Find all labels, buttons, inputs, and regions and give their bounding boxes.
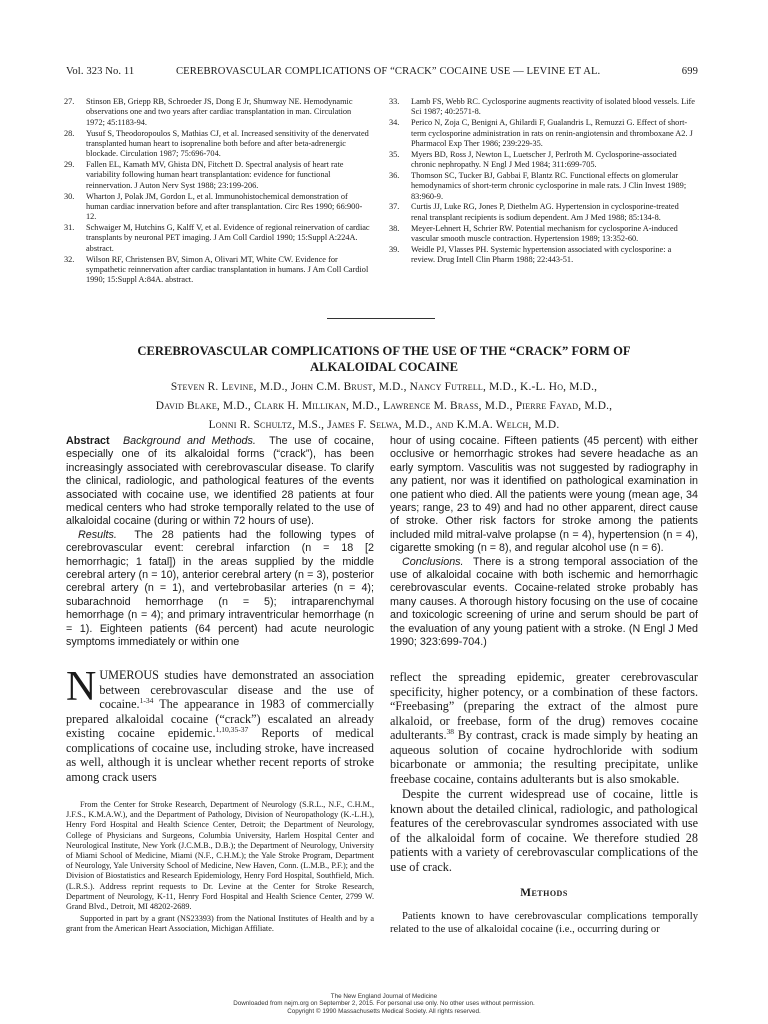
reference-number: 27. <box>64 97 75 106</box>
references-left-column <box>64 97 372 286</box>
reference-text: Wharton J, Polak JM, Gordon L, et al. Immunohistochemical demonstration of human cardiac innervation before and after transplantation. Circ Res 1990; 66:900-12. <box>86 191 363 222</box>
article-title <box>60 343 708 375</box>
citation: 1-34 <box>139 695 154 705</box>
author-line: Steven R. Levine, M.D., John C.M. Brust, M.D., Nancy Futrell, M.D., K.-L. Ho, M.D., <box>170 381 598 393</box>
reference-number: 32. <box>64 254 75 264</box>
intro-text: studies have demonstrated an association between cerebrovascular disease and the use of cocaine. <box>99 668 374 711</box>
reference-text: Fallen EL, Kamath MV, Ghista DN, Fitchett D. Spectral analysis of heart rate variability following human heart transplantation: evidence for functional reinnervation. J Auton Nerv Syst 1988; 23:199-206. <box>86 160 344 190</box>
intro-paragraph-continued <box>390 670 698 786</box>
reference-item <box>389 224 697 245</box>
reference-number: 36. <box>389 170 400 180</box>
page-number: 699 <box>681 66 698 77</box>
reference-text: Perico N, Zoja C, Benigni A, Ghilardi F, Gualandris L, Remuzzi G. Effect of short-term cyclosporine administration in rats on renin-angiotensin and thromboxane A2. J Pharmacol Exp Ther 1986; 239:229-35. <box>411 118 693 148</box>
reference-text: Myers BD, Ross J, Newton L, Luetscher J, Perlroth M. Cyclosporine-associated chronic nephropathy. N Engl J Med 1984; 311:699-705. <box>411 149 677 170</box>
reference-number: 34. <box>389 118 400 128</box>
abstract-conclusions <box>390 556 698 650</box>
intro-text: The appearance in 1983 of commercially prepared alkaloidal cocaine (“crack”) escalated an already existing cocaine epidemic. <box>66 697 374 740</box>
abstract-label: Abstract <box>66 435 110 447</box>
abstract-results-text: The 28 patients had the following types of cerebrovascular event: cerebral infarction (n = 18 [2 hemorrhagic; 1 fatal]) in the areas supplied by the middle cerebral artery (n = 10), anterior cerebral artery (n = 3), posterior cerebral artery (n = 1), and vertebrobasilar arteries (n = 4); subarachnoid hemorrhage (n = 5); intraparenchymal hemorrhage (n = 4); and primary intraventricular hemorrhage (n = 1). Eighteen patients (64 percent) had acute neurologic symptoms immediately or within one <box>66 528 374 649</box>
reference-item <box>64 97 372 128</box>
reference-number: 30. <box>64 191 75 201</box>
body-right-column <box>390 670 698 936</box>
abstract-background-label: Background and Methods. <box>122 435 256 447</box>
copyright-notice: Copyright © 1990 Massachusetts Medical Society. All rights reserved. <box>287 1007 481 1015</box>
download-notice: Downloaded from nejm.org on September 2, 2015. For personal use only. No other uses without permission. <box>233 1000 535 1008</box>
abstract-left-column <box>66 435 374 650</box>
abstract-conclusions-label: Conclusions. <box>402 555 464 568</box>
reference-item <box>389 171 697 202</box>
article-title-line: ALKALOIDAL COCAINE <box>309 360 458 374</box>
reference-number: 33. <box>389 97 400 106</box>
reference-text: Schwaiger M, Hutchins G, Kalff V, et al. Evidence of regional reinervation of cardiac transplants by neuronal PET imaging. J Am Coll Cardiol 1990; 15:Suppl A:224A. abstract. <box>86 223 370 253</box>
reference-item <box>389 118 697 149</box>
reference-number: 29. <box>64 160 75 170</box>
lead-word: UMEROUS <box>99 668 159 682</box>
reference-number: 39. <box>389 244 400 254</box>
reference-text: Weidle PJ, Vlasses PH. Systemic hypertension associated with cyclosporine: a review. Drug Intell Clin Pharm 1988; 22:443-51. <box>411 244 672 265</box>
reference-number: 31. <box>64 223 75 233</box>
methods-paragraph: Patients known to have cerebrovascular complications temporally related to the use of alkaloidal cocaine (i.e., occurring during or <box>390 910 698 935</box>
reference-number: 35. <box>389 149 400 159</box>
intro-paragraph <box>66 664 374 784</box>
section-divider <box>327 318 435 319</box>
running-title: CEREBROVASCULAR COMPLICATIONS OF “CRACK” COCAINE USE — LEVINE ET AL. <box>176 66 601 77</box>
references-right-column <box>389 97 697 266</box>
reference-text: Yusuf S, Theodoropoulos S, Mathias CJ, et al. Increased sensitivity of the denervated transplanted human heart to isoprenaline both before and after beta-adrenergic blockade. Circulation 1987; 75:696-704. <box>86 128 369 159</box>
body-left-column <box>66 664 374 784</box>
intro-text: By contrast, crack is made simply by heating an aqueous solution of cocaine hydrochloride with sodium bicarbonate or ammonia; the resulting precipitate, unlike freebase cocaine, contains adulterants but is also smokable. <box>390 728 698 786</box>
reference-text: Stinson EB, Griepp RB, Schroeder JS, Dong E Jr, Shumway NE. Hemodynamic observations one and two years after cardiac transplantation in man. Circulation 1972; 45:1183-94. <box>86 97 353 127</box>
article-title-line: CEREBROVASCULAR COMPLICATIONS OF THE USE OF THE “CRACK” FORM OF <box>137 344 631 358</box>
reference-item <box>64 160 372 191</box>
affiliation-note: From the Center for Stroke Research, Department of Neurology (S.R.L., N.F., C.H.M., J.F.S., K.M.A.W.), and the Department of Pathology, Division of Neuropathology (K.-L.H.), Henry Ford Hospital and Health Science Center, Detroit; the Department of Neurology, College of Physicians and Surgeons, Columbia University, Harlem Hospital Center and Neurological Institute, New York (J.C.M.B., D.B.); the Department of Neurology, University of Miami School of Medicine, Miami (N.F., C.H.M.); the Yale Stroke Program, Department of Neurology, Yale University School of Medicine, New Haven, Conn. (L.M.B., P.F.); and the Division of Biostatistics and Research Epidemiology, Henry Ford Hospital, Southfield, Mich. (L.R.S.). Address reprint requests to Dr. Levine at the Center for Stroke Research, Department of Neurology, K-11, Henry Ford Hospital and Health Science Center, 2799 W. Grand Blvd., Detroit, MI 48202-2689. <box>66 800 374 912</box>
citation: 1,10,35-37 <box>215 724 249 734</box>
reference-item <box>389 150 697 171</box>
reference-number: 38. <box>389 223 400 233</box>
reference-item <box>64 255 372 286</box>
abstract-results-label: Results. <box>78 528 117 541</box>
methods-heading: Methods <box>520 887 568 899</box>
author-line: David Blake, M.D., Clark H. Millikan, M.D., Lawrence M. Brass, M.D., Pierre Fayad, M.D., <box>155 400 613 412</box>
reference-number: 37. <box>389 202 400 212</box>
reference-text: Wilson RF, Christensen BV, Simon A, Olivari MT, White CW. Evidence for sympathetic reinnervation after cardiac transplantation in humans. J Am Coll Cardiol 1990; 15:Suppl A:84A. abstract. <box>86 254 369 285</box>
reference-item <box>64 129 372 160</box>
abstract-results <box>66 529 374 650</box>
volume-info: Vol. 323 No. 11 <box>66 66 135 77</box>
intro-paragraph-2: Despite the current widespread use of cocaine, little is known about the detailed clinical, radiologic, and pathological features of the cerebrovascular syndromes associated with use of the alkaloidal form of cocaine. We therefore studied 28 patients with a variety of cerebrovascular complications of the use of crack. <box>390 787 698 874</box>
author-list <box>60 378 708 435</box>
reference-text: Meyer-Lehnert H, Schrier RW. Potential mechanism for cyclosporine A-induced vascular smooth muscle contraction. Hypertension 1989; 13:352-60. <box>411 223 678 243</box>
abstract-background-text: The use of cocaine, especially one of its alkaloidal forms (“crack”), has been increasingly associated with cerebrovascular disease. To clarify the clinical, radiologic, and pathological features of the events associated with cocaine use, we identified 28 patients at four medical centers who had stroke temporally related to the use of alkaloidal cocaine (during or within 72 hours of use). <box>66 435 374 528</box>
reference-item <box>64 223 372 254</box>
reference-text: Curtis JJ, Luke RG, Jones P, Diethelm AG. Hypertension in cyclosporine-treated renal transplant recipients is sodium dependent. Am J Med 1988; 85:134-8. <box>411 202 679 222</box>
author-line: Lonni R. Schultz, M.S., James F. Selwa, M.D., and K.M.A. Welch, M.D. <box>208 419 560 431</box>
citation: 38 <box>446 726 455 736</box>
intro-text: reflect the spreading epidemic, greater cerebrovascular specificity, higher potency, or a combination of these factors. “Freebasing” (preparing the extract of the almost pure alkaloid, or freebase, form of the drug) removes cocaine adulterants. <box>390 670 698 742</box>
reference-number: 28. <box>64 128 75 138</box>
abstract-background <box>66 435 374 529</box>
abstract-results-continued: hour of using cocaine. Fifteen patients (45 percent) with either occlusive or hemorrhagic strokes had severe headache as an early symptom. Vasculitis was not suggested by radiography in any patient, nor was it identified on pathological examination in one patient who died. All the patients were young (mean age, 34 years; range, 23 to 49) and had no other apparent, direct cause of stroke. Other risk factors for stroke among the patients included mild mitral-valve prolapse (n = 4), hypertension (n = 4), cigarette smoking (n = 8), and regular alcohol use (n = 6). <box>390 435 698 555</box>
abstract-conclusions-text: There is a strong temporal association of the use of alkaloidal cocaine with both ischemic and hemorrhagic cerebrovascular events. Cocaine-related stroke probably has many causes. A thorough history focusing on the use of cocaine and toxicologic screening of urine and serum should be part of the evaluation of any young patient with a stroke. (N Engl J Med 1990; 323:699-704.) <box>390 555 699 649</box>
reference-item <box>389 245 697 266</box>
footnotes <box>66 800 374 935</box>
reference-item <box>389 202 697 223</box>
reference-item <box>64 192 372 223</box>
abstract-right-column <box>390 435 698 650</box>
journal-name: The New England Journal of Medicine <box>330 993 438 1000</box>
reference-text: Lamb FS, Webb RC. Cyclosporine augments reactivity of isolated blood vessels. Life Sci 1987; 40:2571-8. <box>411 97 695 117</box>
reference-item <box>389 97 697 118</box>
support-note: Supported in part by a grant (NS23393) from the National Institutes of Health and by a grant from the American Heart Association, Michigan Affiliate. <box>66 914 374 934</box>
page-footer <box>0 993 768 1015</box>
reference-text: Thomson SC, Tucker BJ, Gabbai F, Blantz RC. Functional effects on glomerular hemodynamics of short-term chronic cyclosporine in male rats. J Clin Invest 1989; 83:960-9. <box>411 170 687 201</box>
drop-cap: N <box>66 664 97 710</box>
intro-text: Reports of medical complications of cocaine use, including stroke, have increased as well, although it is unclear whether recent reports of stroke among crack users <box>66 726 374 784</box>
